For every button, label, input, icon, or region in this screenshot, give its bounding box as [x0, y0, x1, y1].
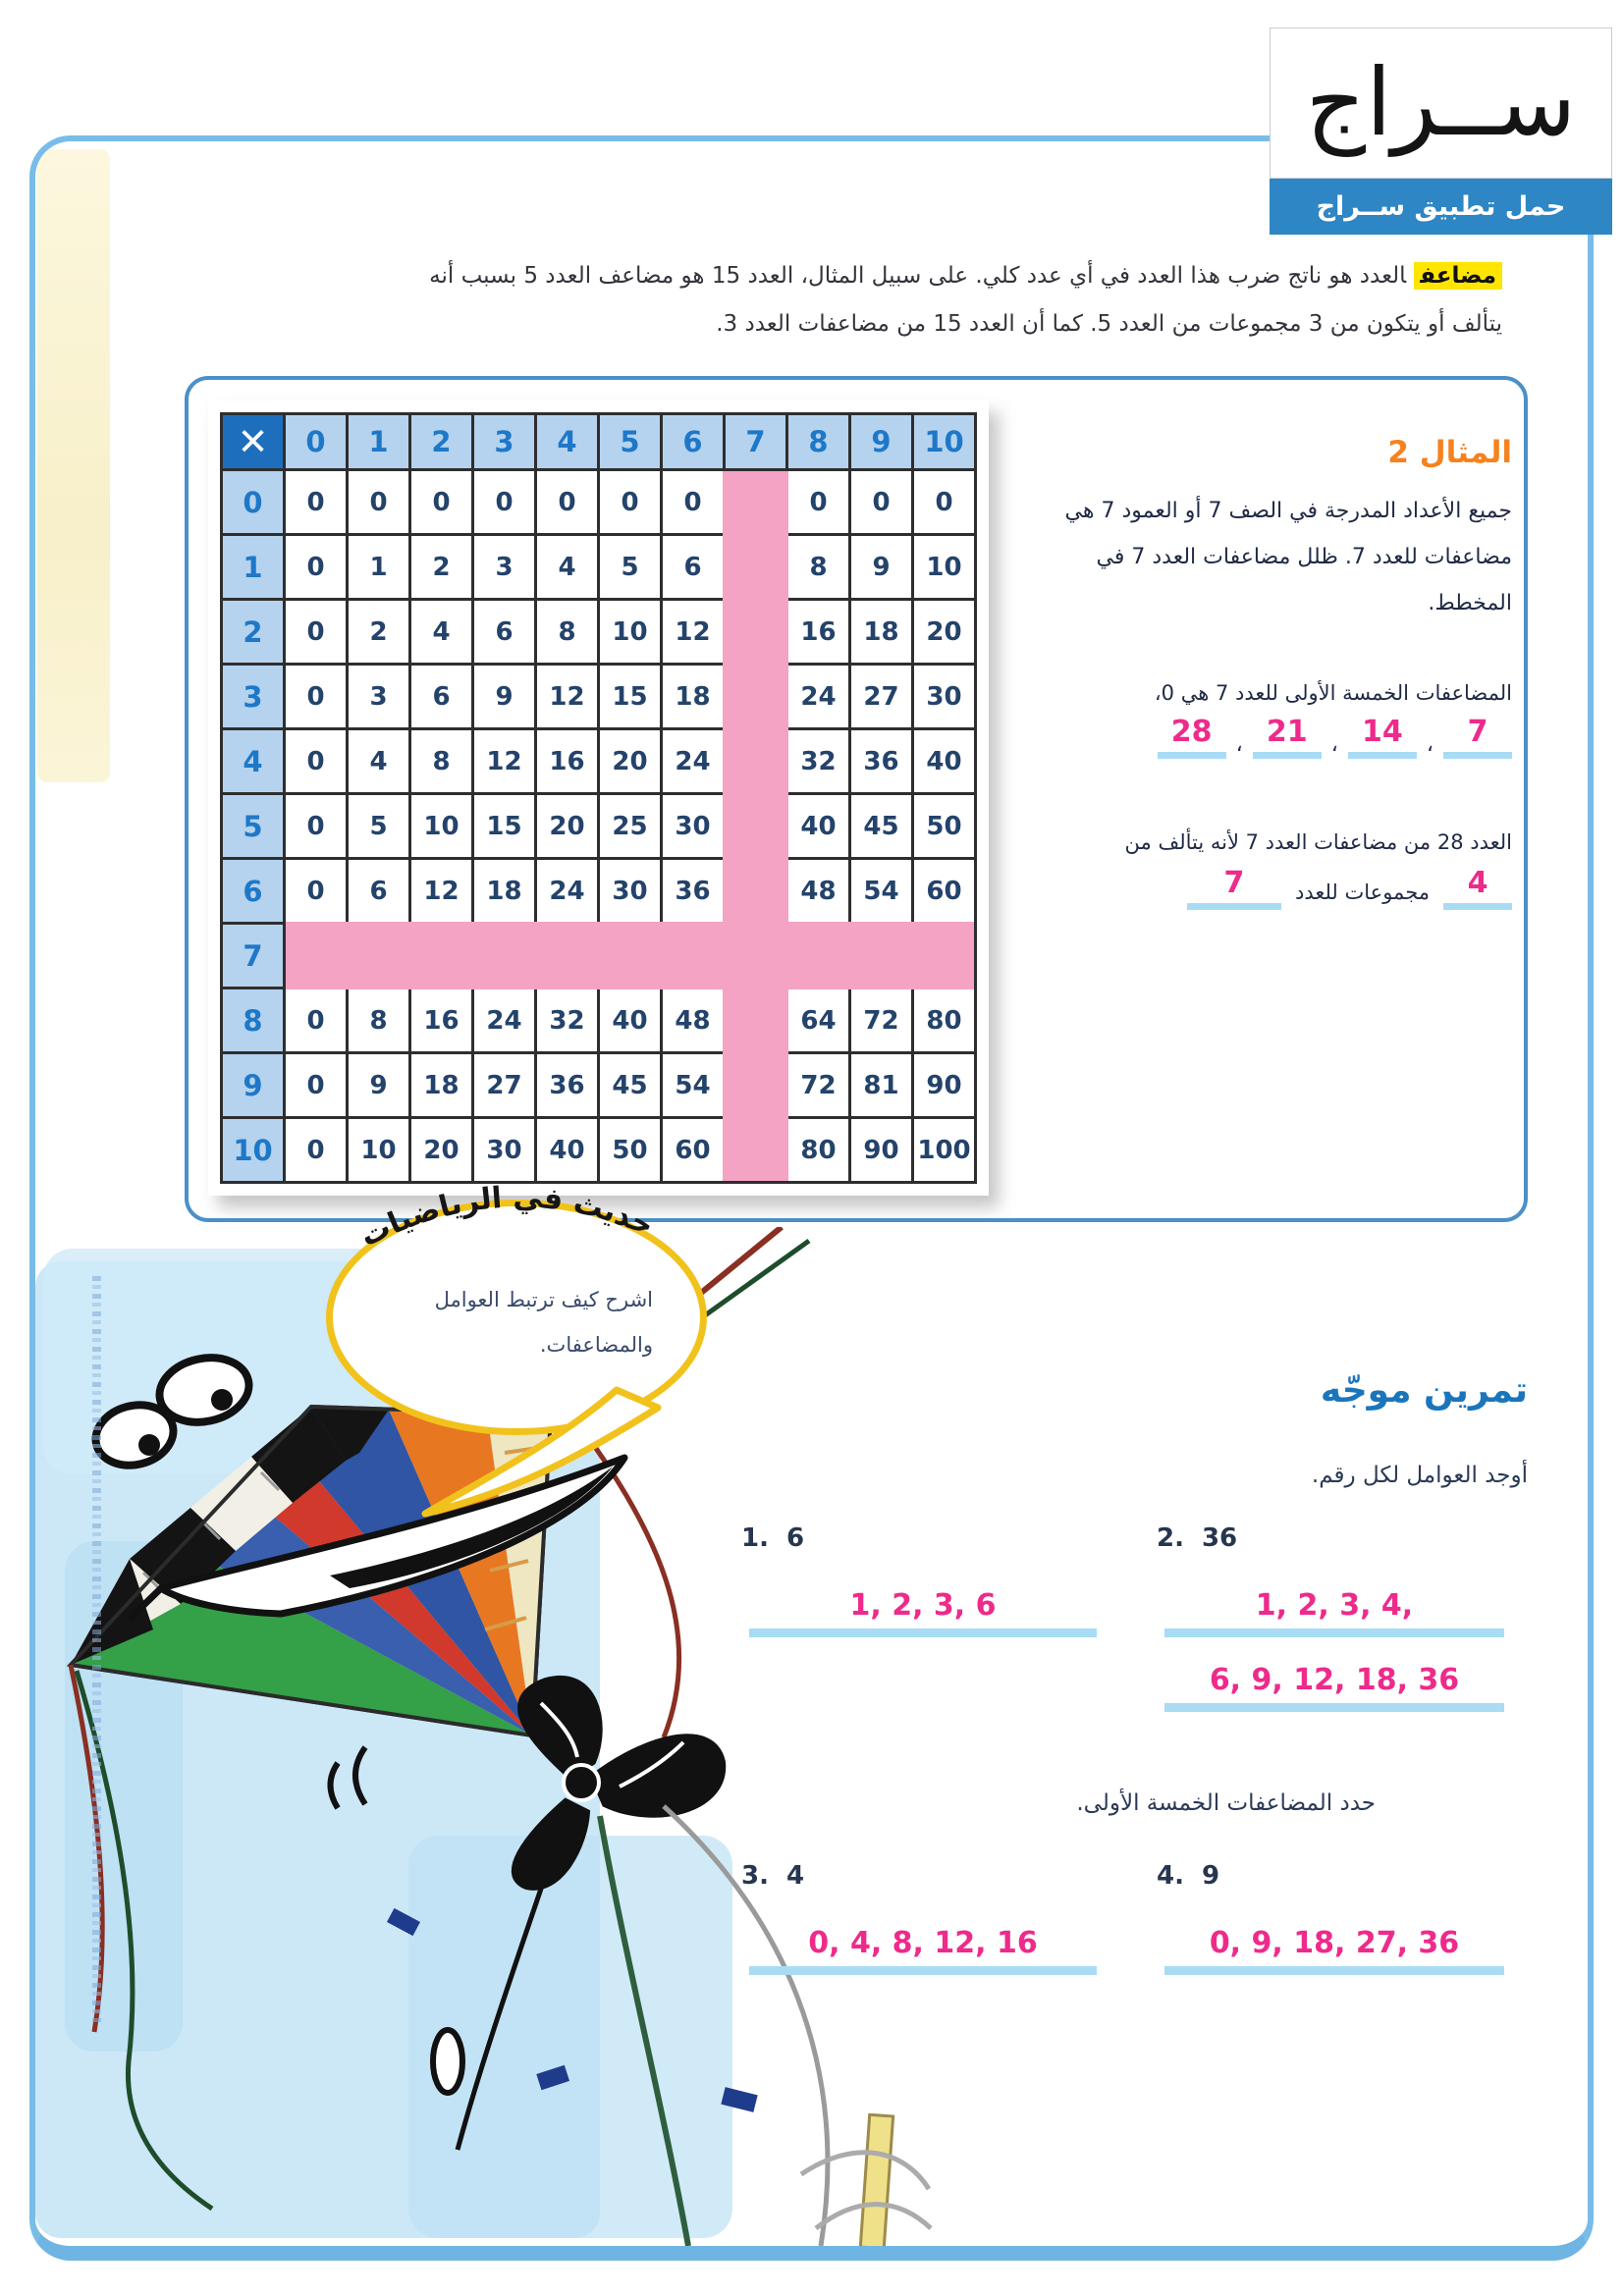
table-cell: 0	[286, 795, 346, 857]
table-cell: 2	[411, 536, 471, 598]
table-cell: 24	[474, 989, 534, 1051]
exercise-number: 4.	[1157, 1861, 1184, 1891]
answer-line: 0, 4, 8, 12, 16	[749, 1926, 1097, 1975]
table-cell: 36	[851, 730, 911, 792]
exercise-3	[741, 1861, 1105, 2001]
table-cell: 0	[286, 536, 346, 598]
exercise-1-label	[741, 1523, 1105, 1553]
watercolor-yellow-strip	[37, 149, 110, 782]
example-prompt-1: المضاعفات الخمسة الأولى للعدد 7 هي 0،	[1154, 681, 1512, 705]
table-cell: 16	[537, 730, 597, 792]
exercise-value: 4	[785, 1861, 805, 1891]
exercise-value: 36	[1201, 1523, 1238, 1553]
table-column-header: 7	[726, 415, 785, 468]
example-title: المثال 2	[1387, 435, 1512, 470]
table-cell: 18	[851, 601, 911, 663]
table-cell: 48	[663, 989, 723, 1051]
table-cell: 0	[286, 989, 346, 1051]
example-fill-middle-text: مجموعات للعدد	[1294, 881, 1430, 904]
table-cell: 0	[600, 471, 660, 533]
table-cell: 32	[537, 989, 597, 1051]
siraj-logo	[1270, 27, 1612, 235]
table-cell: 30	[474, 1119, 534, 1181]
table-cell: 60	[663, 1119, 723, 1181]
table-cell: 0	[663, 471, 723, 533]
table-cell: 40	[788, 795, 848, 857]
table-cell: 54	[851, 860, 911, 922]
table-row-header: 1	[223, 536, 283, 598]
table-cell: 8	[349, 989, 408, 1051]
table-cell: 20	[537, 795, 597, 857]
exercise-value: 6	[785, 1523, 805, 1553]
table-cell: 0	[286, 601, 346, 663]
exercise-3-label	[741, 1861, 1105, 1891]
table-column-header: 4	[537, 415, 597, 468]
table-cell: 24	[788, 666, 848, 727]
table-cell: 0	[851, 471, 911, 533]
table-cell: 6	[663, 536, 723, 598]
table-cell: 54	[663, 1054, 723, 1116]
example-blank-answer: 14	[1348, 715, 1417, 759]
table-cell: 2	[349, 601, 408, 663]
table-column-header: 2	[411, 415, 471, 468]
exercise-1-answers	[741, 1588, 1105, 1637]
exercise-4	[1157, 1861, 1512, 2001]
table-cell: 20	[600, 730, 660, 792]
table-row-header: 10	[223, 1119, 283, 1181]
practice-instruction-1: أوجد العوامل لكل رقم.	[1311, 1463, 1528, 1488]
table-cell: 3	[474, 536, 534, 598]
comma-separator: ،	[1330, 732, 1338, 757]
table-cell: 80	[788, 1119, 848, 1181]
siraj-logo-band	[1270, 179, 1612, 235]
table-cell: 72	[788, 1054, 848, 1116]
table-cell: 12	[411, 860, 471, 922]
table-cell: 18	[411, 1054, 471, 1116]
table-cell: 12	[537, 666, 597, 727]
example-blank-groups: 4	[1443, 866, 1512, 910]
table-cell: 0	[474, 471, 534, 533]
answer-line: 1, 2, 3, 6	[749, 1588, 1097, 1637]
table-cell: 9	[474, 666, 534, 727]
table-cell: 0	[914, 471, 974, 533]
comma-separator: ،	[1235, 732, 1243, 757]
exercise-2	[1157, 1523, 1512, 1737]
table-cell: 50	[914, 795, 974, 857]
spine-microtext-decoration	[92, 1276, 101, 2022]
table-cell: 60	[914, 860, 974, 922]
table-cell: 8	[411, 730, 471, 792]
table-cell: 24	[537, 860, 597, 922]
intro-text: العدد هو ناتج ضرب هذا العدد في أي عدد كلي. على سبيل المثال، العدد 15 هو مضاعف العدد 5 بسبب أنه يتألف أو يتكون من 3 مجموعات من العدد 5. كما أن العدد 15 من مضاعفات العدد 3.	[429, 263, 1502, 337]
table-cell: 8	[788, 536, 848, 598]
table-cell: 36	[537, 1054, 597, 1116]
svg-text:حديث في الرياضيات	[354, 1180, 658, 1254]
table-cell: 64	[788, 989, 848, 1051]
table-cell: 27	[474, 1054, 534, 1116]
practice-instruction-2: حدد المضاعفات الخمسة الأولى.	[1076, 1790, 1376, 1816]
table-column-header: 6	[663, 415, 723, 468]
table-cell: 8	[537, 601, 597, 663]
table-row-header: 2	[223, 601, 283, 663]
table-cell: 90	[914, 1054, 974, 1116]
table-cell: 0	[537, 471, 597, 533]
example-prompt-2: العدد 28 من مضاعفات العدد 7 لأنه يتألف من	[1124, 830, 1512, 854]
table-cell: 72	[851, 989, 911, 1051]
table-cell: 12	[663, 601, 723, 663]
table-cell: 25	[600, 795, 660, 857]
table-row-header: 7	[223, 925, 283, 987]
table-cell: 0	[411, 471, 471, 533]
table-cell: 40	[600, 989, 660, 1051]
table-cell: 36	[663, 860, 723, 922]
table-cell: 30	[914, 666, 974, 727]
multiplication-table-grid	[220, 412, 977, 1184]
table-row-header: 0	[223, 471, 283, 533]
table-cell: 6	[349, 860, 408, 922]
highlight-column-7-band	[723, 471, 788, 1181]
exercise-value: 9	[1201, 1861, 1220, 1891]
table-cell: 0	[286, 1054, 346, 1116]
multiplication-table-panel	[208, 400, 989, 1196]
siraj-logo-title: ســراج	[1305, 49, 1577, 157]
table-cell: 45	[851, 795, 911, 857]
table-cell: 10	[600, 601, 660, 663]
answer-line: 6, 9, 12, 18, 36	[1164, 1663, 1504, 1712]
table-row-header: 8	[223, 989, 283, 1051]
table-cell: 0	[286, 860, 346, 922]
example-blank-answer: 7	[1443, 715, 1512, 759]
exercise-2-answers	[1157, 1588, 1512, 1712]
table-cell: 0	[286, 1119, 346, 1181]
example-fill-row-2	[1060, 866, 1512, 910]
table-cell: 4	[411, 601, 471, 663]
table-cell: 5	[349, 795, 408, 857]
table-cell: 20	[411, 1119, 471, 1181]
table-column-header: 9	[851, 415, 911, 468]
example-blank-answer: 21	[1253, 715, 1322, 759]
table-cell: 0	[788, 471, 848, 533]
comma-separator: ،	[1426, 732, 1434, 757]
table-cell: 48	[788, 860, 848, 922]
table-column-header: 8	[788, 415, 848, 468]
table-cell: 5	[600, 536, 660, 598]
table-cell: 90	[851, 1119, 911, 1181]
table-cell: 30	[663, 795, 723, 857]
guided-practice-title: تمرين موجّه	[1320, 1370, 1528, 1411]
table-cell: 6	[411, 666, 471, 727]
table-row-header: 6	[223, 860, 283, 922]
table-cell: 0	[286, 730, 346, 792]
siraj-logo-subtitle: حمل تطبيق ســراج	[1316, 191, 1566, 222]
exercise-number: 1.	[741, 1523, 769, 1553]
table-column-header: 0	[286, 415, 346, 468]
table-cell: 1	[349, 536, 408, 598]
table-cell: 0	[286, 471, 346, 533]
exercise-number: 3.	[741, 1861, 769, 1891]
speech-bubble-tail	[410, 1380, 685, 1527]
table-cell: 12	[474, 730, 534, 792]
answer-line: 0, 9, 18, 27, 36	[1164, 1926, 1504, 1975]
exercise-4-answers	[1157, 1926, 1512, 1975]
table-cell: 3	[349, 666, 408, 727]
table-cell: 40	[914, 730, 974, 792]
speech-bubble-text: اشرح كيف ترتبط العوامل والمضاعفات.	[434, 1288, 653, 1357]
example-blanks-row	[1070, 715, 1512, 759]
table-cell: 40	[537, 1119, 597, 1181]
table-cell: 18	[663, 666, 723, 727]
table-row-header: 5	[223, 795, 283, 857]
table-cell: 16	[788, 601, 848, 663]
table-operator-cell: ✕	[223, 415, 283, 468]
siraj-logo-box	[1270, 27, 1612, 179]
table-cell: 10	[411, 795, 471, 857]
table-column-header: 5	[600, 415, 660, 468]
example-blank-answer: 28	[1158, 715, 1226, 759]
table-cell: 0	[349, 471, 408, 533]
exercise-2-label	[1157, 1523, 1512, 1553]
table-cell: 9	[851, 536, 911, 598]
answer-line: 1, 2, 3, 4,	[1164, 1588, 1504, 1637]
table-cell: 15	[474, 795, 534, 857]
example-blank-number: 7	[1187, 866, 1281, 910]
intro-paragraph	[378, 252, 1502, 348]
table-cell: 9	[349, 1054, 408, 1116]
table-cell: 18	[474, 860, 534, 922]
table-column-header: 1	[349, 415, 408, 468]
table-cell: 6	[474, 601, 534, 663]
exercise-1	[741, 1523, 1105, 1663]
highlight-row-7-band	[286, 922, 974, 989]
table-cell: 4	[349, 730, 408, 792]
table-row-header: 3	[223, 666, 283, 727]
table-cell: 50	[600, 1119, 660, 1181]
table-cell: 30	[600, 860, 660, 922]
table-cell: 10	[914, 536, 974, 598]
table-row-header: 9	[223, 1054, 283, 1116]
table-cell: 0	[286, 666, 346, 727]
table-cell: 24	[663, 730, 723, 792]
example-body-text: جميع الأعداد المدرجة في الصف 7 أو العمود 7 هي مضاعفات للعدد 7. ظلل مضاعفات العدد 7 في المخطط.	[1064, 499, 1512, 615]
table-column-header: 10	[914, 415, 974, 468]
table-cell: 16	[411, 989, 471, 1051]
table-cell: 10	[349, 1119, 408, 1181]
table-cell: 45	[600, 1054, 660, 1116]
exercise-number: 2.	[1157, 1523, 1184, 1553]
table-cell: 20	[914, 601, 974, 663]
table-cell: 27	[851, 666, 911, 727]
table-cell: 15	[600, 666, 660, 727]
table-row-header: 4	[223, 730, 283, 792]
table-column-header: 3	[474, 415, 534, 468]
table-cell: 4	[537, 536, 597, 598]
exercise-4-label	[1157, 1861, 1512, 1891]
vocabulary-term-highlight: مضاعف	[1414, 262, 1502, 290]
table-cell: 100	[914, 1119, 974, 1181]
bubble-arc-title	[263, 1135, 754, 1302]
table-cell: 80	[914, 989, 974, 1051]
exercise-3-answers	[741, 1926, 1105, 1975]
table-cell: 81	[851, 1054, 911, 1116]
table-cell: 32	[788, 730, 848, 792]
bubble-arc-title-text: حديث في الرياضيات	[354, 1180, 659, 1255]
